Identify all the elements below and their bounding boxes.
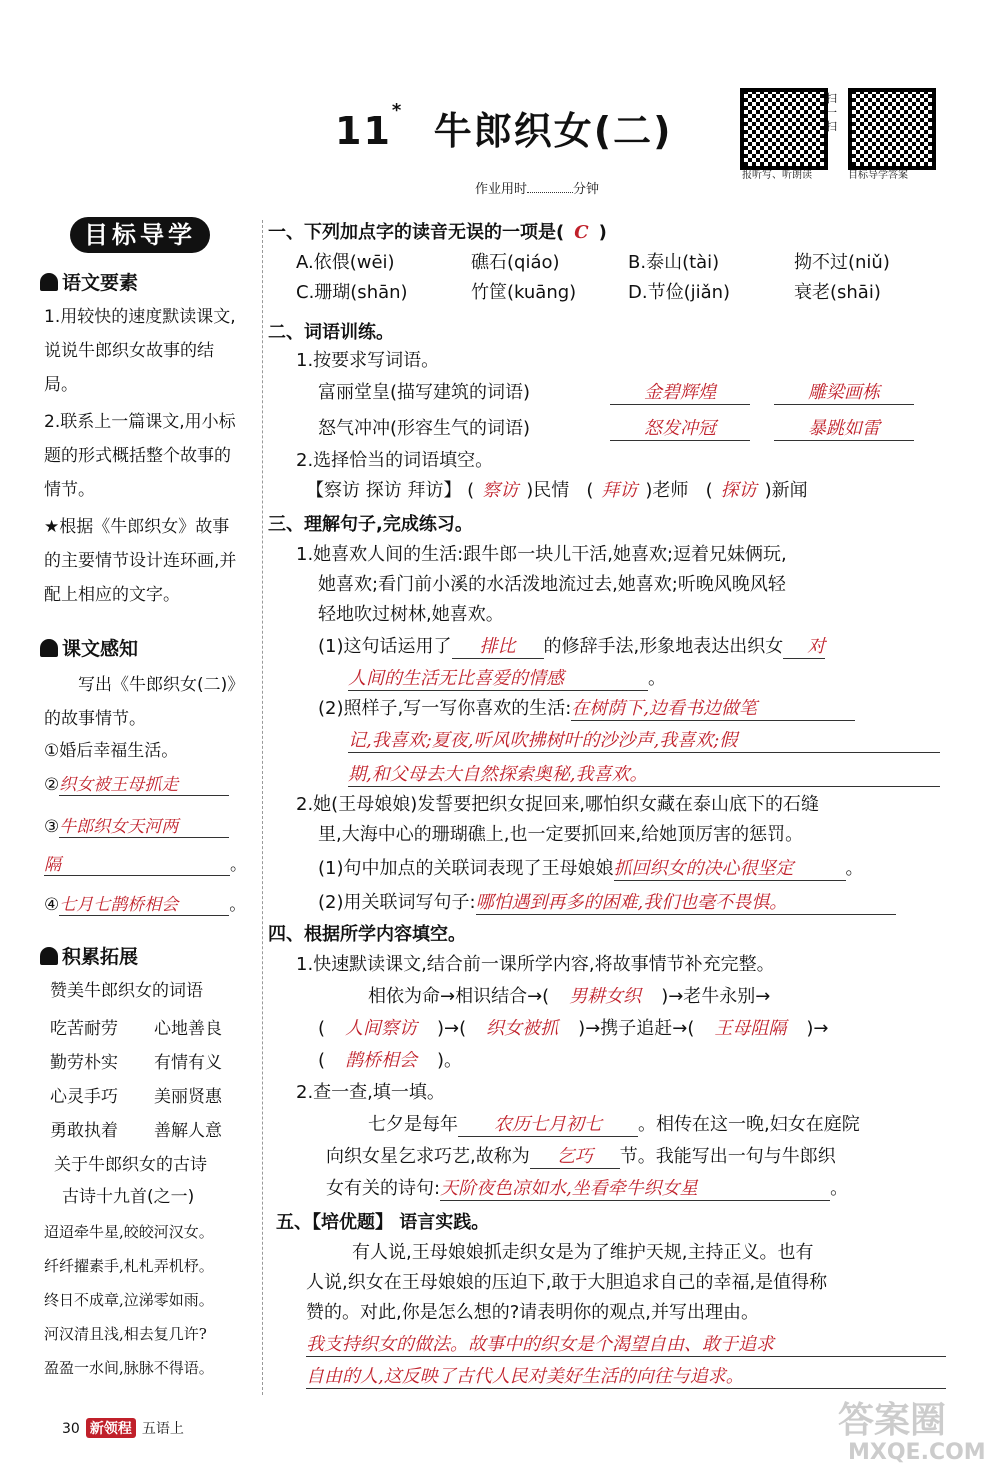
lesson-number: 11 [335, 109, 392, 153]
lesson-star: * [391, 100, 404, 121]
q2-sub2: 2.选择恰当的词语填空。 [296, 450, 494, 471]
answer-blank[interactable]: 织女被抓 [486, 1018, 559, 1039]
question-4-heading: 四、根据所学内容填空。 [268, 924, 466, 945]
qr-code-icon[interactable] [848, 88, 936, 170]
sidebar-subhead: 关于牛郎织女的古诗 [54, 1155, 207, 1175]
word: 勇敢执着 [50, 1121, 118, 1141]
reader-icon [40, 639, 58, 657]
answer-blank[interactable]: 期,和父母去大自然探索奥秘,我喜欢。 [348, 760, 940, 787]
word: 吃苦耐劳 [50, 1019, 118, 1039]
q2-fill-row: 【察访 探访 拜访】 ( 察访 )民情 ( 拜访 )老师 ( 探访 )新闻 [306, 480, 808, 501]
section-heading: 课文感知 [40, 634, 138, 661]
brand-logo: 新领程 [86, 1418, 136, 1438]
work-time-blank[interactable] [527, 192, 573, 193]
section-heading: 积累拓展 [40, 942, 138, 969]
option[interactable]: B.泰山(tài) [628, 252, 720, 273]
q3-2-cont [348, 726, 940, 753]
section-heading: 语文要素 [40, 268, 138, 295]
word: 有情有义 [154, 1053, 222, 1073]
answer-blank[interactable]: 牛郎织女天河两 [59, 812, 229, 838]
q4-sub2: 2.查一查,填一填。 [296, 1082, 445, 1103]
q3-2-cont [348, 760, 940, 787]
page-title [335, 100, 673, 155]
answer-blank[interactable]: 农历七月初七 [458, 1110, 638, 1137]
q1-options-row2 [296, 278, 881, 304]
grade-label: 五语上 [141, 1421, 184, 1437]
q3-4: (2)用关联词写句子:哪怕遇到再多的困难,我们也毫不畏惧。 [318, 888, 896, 915]
answer-choice[interactable]: C [574, 222, 589, 243]
sidebar-text: 1.用较快的速度默读课文,说说牛郎织女故事的结局。 [44, 307, 236, 395]
q2-row2: 怒气冲冲(形容生气的词语) 怒发冲冠 暴跳如雷 [318, 414, 914, 441]
word-list [50, 1012, 250, 1148]
lesson-title: 牛郎织女(二) [433, 109, 673, 153]
q5-answer-line1 [306, 1330, 946, 1357]
sidebar-text: ①婚后幸福生活。 [44, 741, 179, 761]
question-5-heading: 五、【培优题】 语言实践。 [276, 1212, 490, 1233]
passage-line: 轻地吹过树林,她喜欢。 [318, 604, 504, 625]
answer-blank[interactable]: 抓回织女的决心很坚定 [614, 854, 846, 881]
page-number: 30 [62, 1421, 80, 1437]
q2-row1: 富丽堂皇(描写建筑的词语) 金碧辉煌 雕梁画栋 [318, 378, 914, 405]
option[interactable]: A.依偎(wēi) [296, 252, 395, 273]
word: 善解人意 [154, 1121, 222, 1141]
page-footer [62, 1418, 184, 1438]
word: 美丽贤惠 [154, 1087, 222, 1107]
answer-blank[interactable]: 察访 [482, 480, 519, 501]
q3-1-cont: 人间的生活无比喜爱的情感 。 [348, 664, 666, 691]
question-1-heading: 一、下列加点字的读音无误的一项是( C ) [268, 222, 607, 243]
word: 勤劳朴实 [50, 1053, 118, 1073]
q4-plot-row1: 相依为命→相识结合→( 男耕女织 )→老牛永别→ [368, 982, 770, 1008]
plot-item-2: ②织女被王母抓走 [44, 770, 229, 796]
q2-sub1: 1.按要求写词语。 [296, 350, 440, 371]
q3-3: (1)句中加点的关联词表现了王母娘娘抓回织女的决心很坚定 。 [318, 854, 864, 881]
option[interactable]: 拗不过(niǔ) [794, 252, 890, 273]
answer-blank[interactable]: 在树荫下,边看书边做笔 [571, 694, 855, 721]
answer-blank[interactable]: 人间的生活无比喜爱的情感 [348, 664, 648, 691]
q5-answer-line2 [306, 1362, 946, 1389]
passage-line: 她喜欢;看门前小溪的水活泼地流过去,她喜欢;听晚风晚风轻 [318, 574, 786, 595]
answer-blank[interactable]: 探访 [720, 480, 757, 501]
answer-blank[interactable]: 哪怕遇到再多的困难,我们也毫不畏惧。 [476, 888, 896, 915]
q4-line2: 向织女星乞求巧艺,故称为 乞巧 节。我能写出一句与牛郎织 [326, 1142, 836, 1169]
passage-line: 有人说,王母娘娘抓走织女是为了维护天规,主持正义。也有 [352, 1242, 814, 1263]
answer-blank[interactable]: 乞巧 [530, 1142, 620, 1169]
q4-line1: 七夕是每年 农历七月初七 。相传在这一晚,妇女在庭院 [368, 1110, 860, 1137]
q3-2: (2)照样子,写一写你喜欢的生活:在树荫下,边看书边做笔 [318, 694, 855, 721]
poem-title: 古诗十九首(之一) [62, 1187, 195, 1207]
reader-icon [40, 947, 58, 965]
sidebar-banner: 目标导学 [70, 217, 210, 253]
reader-icon [40, 273, 58, 291]
qr2-caption: 目标导学答案 [848, 170, 908, 181]
watermark: 答案圈 [838, 1400, 947, 1441]
passage-line: 赞的。对此,你是怎么想的?请表明你的观点,并写出理由。 [306, 1302, 759, 1323]
q4-plot-row3: ( 鹊桥相会 )。 [318, 1046, 462, 1072]
option[interactable]: D.节俭(jiǎn) [628, 282, 731, 303]
sidebar-text: ★根据《牛郎织女》故事的主要情节设计连环画,并配上相应的文字。 [44, 517, 237, 605]
q3-1: (1)这句话运用了 排比 的修辞手法,形象地表达出织女 对 [318, 632, 825, 659]
answer-blank[interactable]: 人间察访 [345, 1018, 418, 1039]
answer-blank[interactable]: 天阶夜色凉如水,坐看牵牛织女星 [440, 1174, 830, 1201]
work-time-label: 作业用时 [475, 182, 528, 197]
answer-blank[interactable]: 隔 [44, 850, 230, 876]
option[interactable]: 竹筐(kuāng) [471, 282, 577, 303]
sidebar-text: 写出《牛郎织女(二)》的故事情节。 [44, 675, 236, 729]
watermark-url: MXQE.COM [848, 1440, 986, 1465]
sidebar-text: 2.联系上一篇课文,用小标题的形式概括整个故事的情节。 [44, 412, 236, 500]
plot-item-3: ③牛郎织女天河两 [44, 812, 229, 838]
q4-sub1: 1.快速默读课文,结合前一课所学内容,将故事情节补充完整。 [296, 954, 775, 975]
word: 心灵手巧 [50, 1087, 118, 1107]
answer-blank[interactable]: 自由的人,这反映了古代人民对美好生活的向往与追求。 [306, 1362, 946, 1389]
passage-line: 2.她(王母娘娘)发誓要把织女捉回来,哪怕织女藏在泰山底下的石缝 [296, 794, 819, 815]
poem-body [44, 1215, 214, 1385]
sidebar-subhead: 赞美牛郎织女的词语 [50, 981, 203, 1001]
poem-line: 盈盈一水间,脉脉不得语。 [44, 1359, 214, 1377]
question-3-heading: 三、理解句子,完成练习。 [268, 514, 473, 535]
poem-line: 纤纤擢素手,札札弄机杼。 [44, 1257, 214, 1275]
answer-blank[interactable]: 男耕女织 [569, 986, 642, 1007]
answer-blank[interactable]: 鹊桥相会 [345, 1050, 418, 1071]
qr-code-icon[interactable] [740, 88, 828, 170]
option[interactable]: 礁石(qiáo) [471, 252, 560, 273]
q4-line3: 女有关的诗句:天阶夜色凉如水,坐看牵牛织女星 。 [326, 1174, 848, 1201]
answer-blank[interactable]: 拜访 [601, 480, 638, 501]
poem-line: 迢迢牵牛星,皎皎河汉女。 [44, 1223, 214, 1241]
work-time [475, 178, 599, 197]
scan-label: 扫一扫 [826, 92, 837, 133]
answer-blank[interactable]: 对 [783, 632, 825, 659]
qr1-caption: 报听写、听朗读 [742, 170, 812, 181]
option[interactable]: C.珊瑚(shān) [296, 282, 408, 303]
q4-plot-row2: ( 人间察访 )→( 织女被抓 )→携子追赶→( 王母阻隔 )→ [318, 1014, 829, 1040]
answer-blank[interactable]: 金碧辉煌 [610, 378, 750, 405]
answer-blank[interactable]: 织女被王母抓走 [59, 770, 229, 796]
plot-item-4: ④七月七鹊桥相会 。 [44, 890, 246, 916]
answer-blank[interactable]: 排比 [452, 632, 544, 659]
answer-blank[interactable]: 七月七鹊桥相会 [59, 890, 229, 916]
answer-blank[interactable]: 我支持织女的做法。故事中的织女是个渴望自由、敢于追求 [306, 1330, 946, 1357]
answer-blank[interactable]: 怒发冲冠 [610, 414, 750, 441]
plot-item-3-cont: 隔 。 [44, 850, 247, 876]
poem-line: 河汉清且浅,相去复几许? [44, 1325, 207, 1343]
passage-line: 人说,织女在王母娘娘的压迫下,敢于大胆追求自己的幸福,是值得称 [306, 1272, 828, 1293]
word: 心地善良 [154, 1019, 222, 1039]
passage-line: 1.她喜欢人间的生活:跟牛郎一块儿干活,她喜欢;逗着兄妹俩玩, [296, 544, 787, 565]
question-2-heading: 二、词语训练。 [268, 322, 394, 343]
column-divider [262, 220, 263, 1395]
answer-blank[interactable]: 雕梁画栋 [774, 378, 914, 405]
answer-blank[interactable]: 王母阻隔 [714, 1018, 787, 1039]
passage-line: 里,大海中心的珊瑚礁上,也一定要抓回来,给她顶厉害的惩罚。 [318, 824, 804, 845]
poem-line: 终日不成章,泣涕零如雨。 [44, 1291, 214, 1309]
option[interactable]: 衰老(shāi) [794, 282, 881, 303]
answer-blank[interactable]: 记,我喜欢;夏夜,听风吹拂树叶的沙沙声,我喜欢;假 [348, 726, 940, 753]
work-time-unit: 分钟 [573, 182, 600, 197]
q1-options-row1 [296, 248, 890, 274]
answer-blank[interactable]: 暴跳如雷 [774, 414, 914, 441]
